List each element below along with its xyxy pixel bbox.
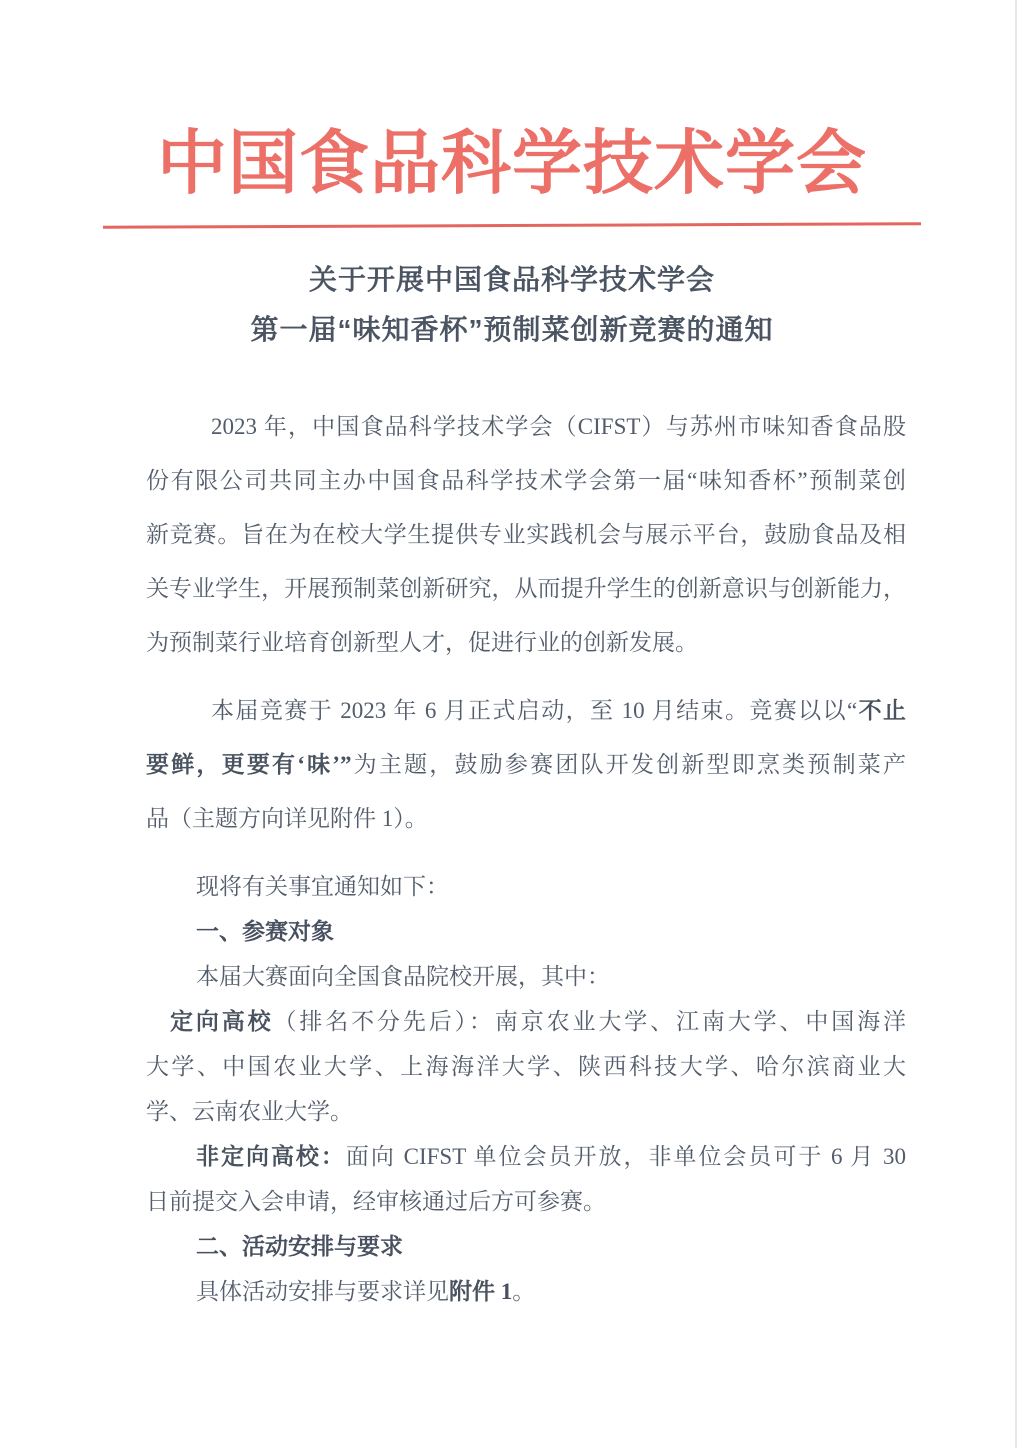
notice-intro-line: 现将有关事宜通知如下：: [196, 874, 449, 899]
theme-line-2: [146, 738, 906, 792]
letterhead-org-name: 中国食品科学技术学会: [157, 126, 867, 203]
directed-universities-line-3: 学、云南农业大学。: [146, 1099, 353, 1124]
nondirected-universities-line-2: 日前提交入会申请，经审核通过后方可参赛。: [146, 1189, 606, 1214]
nondirected-universities-label: 非定向高校：: [196, 1144, 346, 1169]
section-2-body-period: 。: [512, 1279, 536, 1304]
theme-slogan-part-2: 要鲜，更要有‘味’”: [146, 752, 352, 777]
letterhead-divider-line: [103, 222, 921, 229]
scan-edge-artifact: [1015, 0, 1017, 1448]
nondirected-universities-text-1: 面向 CIFST 单位会员开放，非单位会员可于 6 月 30: [345, 1144, 907, 1169]
document-body: [146, 400, 906, 1314]
attachment-1-reference: 附件 1: [449, 1279, 513, 1304]
section-2-body-text: 具体活动安排与要求详见: [196, 1279, 449, 1304]
intro-line-1: 2023 年，中国食品科学技术学会（CIFST）与苏州市味知香食品股: [211, 414, 906, 439]
intro-line-5: 为预制菜行业培育创新型人才，促进行业的创新发展。: [146, 630, 698, 655]
section-2-heading: 二、活动安排与要求: [196, 1234, 403, 1259]
directed-universities-text-1: （排名不分先后）：南京农业大学、江南大学、中国海洋: [273, 1009, 906, 1034]
intro-paragraph: [146, 400, 906, 670]
theme-line-2-text: 为主题，鼓励参赛团队开发创新型即烹类预制菜产: [351, 752, 906, 777]
theme-slogan-part-1: 不止: [857, 698, 906, 723]
theme-line-1: [146, 684, 906, 738]
directed-universities-line-2: 大学、中国农业大学、上海海洋大学、陕西科技大学、哈尔滨商业大: [146, 1054, 906, 1079]
document-title: [0, 255, 1024, 355]
section-2-body-line: [146, 1269, 906, 1314]
theme-paragraph: [146, 684, 906, 846]
section-1-heading: 一、参赛对象: [196, 919, 334, 944]
section-1-scope-line: 本届大赛面向全国食品院校开展，其中：: [196, 964, 610, 989]
letterhead: [0, 118, 1024, 227]
directed-universities-line-1: [146, 999, 906, 1044]
nondirected-universities-line-1: [146, 1134, 906, 1179]
document-title-line-2: 第一届“味知香杯”预制菜创新竞赛的通知: [250, 314, 774, 345]
theme-line-3: 品（主题方向详见附件 1）。: [146, 806, 428, 831]
directed-universities-label: 定向高校: [170, 1009, 274, 1034]
intro-line-3: 新竞赛。旨在为在校大学生提供专业实践机会与展示平台，鼓励食品及相: [146, 522, 906, 547]
document-title-line-1: 关于开展中国食品科学技术学会: [308, 264, 715, 295]
theme-line-1-text: 本届竞赛于 2023 年 6 月正式启动，至 10 月结束。竞赛以以“: [211, 698, 858, 723]
intro-line-2: 份有限公司共同主办中国食品科学技术学会第一届“味知香杯”预制菜创: [146, 468, 906, 493]
intro-line-4: 关专业学生，开展预制菜创新研究，从而提升学生的创新意识与创新能力，: [146, 576, 906, 601]
notice-sections: [146, 864, 906, 1314]
